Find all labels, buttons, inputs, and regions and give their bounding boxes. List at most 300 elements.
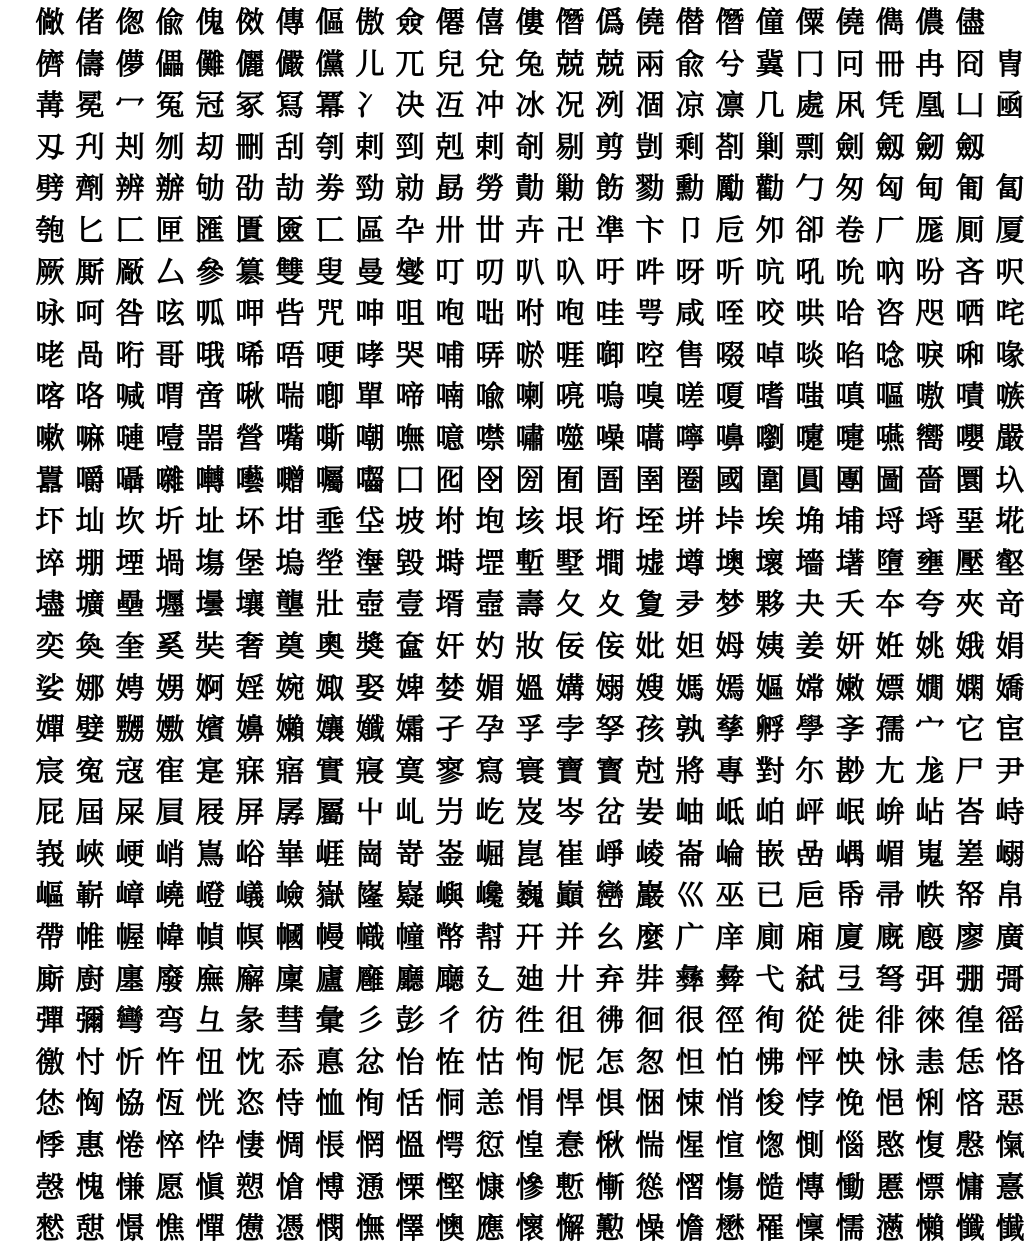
glyph-cell: 叨 xyxy=(475,254,505,289)
glyph-cell: 帙 xyxy=(915,878,945,913)
glyph-cell: 恷 xyxy=(35,1086,65,1121)
glyph-cell: 宀 xyxy=(915,712,945,747)
glyph-cell: 囂 xyxy=(35,462,65,497)
glyph-cell: 娥 xyxy=(955,628,985,663)
glyph-cell: 妍 xyxy=(835,628,865,663)
glyph-cell: 嚔 xyxy=(795,420,825,455)
glyph-cell: 寫 xyxy=(475,753,505,788)
glyph-cell: 妝 xyxy=(515,628,545,663)
glyph-cell: 冊 xyxy=(875,46,905,81)
glyph-cell: 勣 xyxy=(515,171,545,206)
glyph-cell: 厖 xyxy=(915,212,945,247)
glyph-cell: 嫣 xyxy=(715,670,745,705)
glyph-cell: 喃 xyxy=(435,379,465,414)
glyph-cell: 廰 xyxy=(435,961,465,996)
glyph-cell: 埔 xyxy=(835,504,865,539)
glyph-cell: 嚥 xyxy=(875,420,905,455)
glyph-cell: 愧 xyxy=(75,1169,105,1204)
glyph-cell: 偸 xyxy=(155,5,185,39)
glyph-cell: 簒 xyxy=(235,254,265,289)
glyph-cell: 卷 xyxy=(835,212,865,247)
glyph-cell: 勞 xyxy=(475,171,505,206)
glyph-cell: 惴 xyxy=(635,1128,665,1163)
glyph-cell: 徂 xyxy=(555,1003,585,1038)
glyph-cell: 寶 xyxy=(555,753,585,788)
glyph-cell: 兒 xyxy=(435,46,465,81)
glyph-cell: 乢 xyxy=(395,795,425,830)
glyph-cell: 垉 xyxy=(475,504,505,539)
glyph-cell: 咫 xyxy=(915,296,945,331)
glyph-row xyxy=(30,875,1025,916)
glyph-cell: 孀 xyxy=(395,712,425,747)
glyph-cell: 偬 xyxy=(115,5,145,39)
glyph-cell: 傲 xyxy=(355,5,385,39)
glyph-cell: 哺 xyxy=(435,337,465,372)
glyph-cell: 孱 xyxy=(275,795,305,830)
glyph-cell: 寞 xyxy=(395,753,425,788)
glyph-cell: 听 xyxy=(715,254,745,289)
glyph-cell: 呟 xyxy=(155,296,185,331)
glyph-cell: 彝 xyxy=(675,961,705,996)
glyph-cell: 嚶 xyxy=(955,420,985,455)
glyph-cell: 國 xyxy=(715,462,745,497)
glyph-cell: 寉 xyxy=(155,753,185,788)
glyph-cell: 哂 xyxy=(955,296,985,331)
glyph-cell: 壓 xyxy=(955,545,985,580)
glyph-cell: 僭 xyxy=(555,5,585,39)
glyph-row xyxy=(30,335,1025,376)
glyph-cell: 厮 xyxy=(75,254,105,289)
glyph-cell: 娟 xyxy=(995,628,1025,663)
glyph-cell: 慴 xyxy=(675,1169,705,1204)
glyph-cell: 僖 xyxy=(475,5,505,39)
glyph-cell: 罹 xyxy=(755,1211,785,1246)
glyph-cell: 庠 xyxy=(715,920,745,955)
glyph-cell: 愾 xyxy=(995,1128,1025,1163)
glyph-cell: 憮 xyxy=(355,1211,385,1246)
glyph-cell: 悧 xyxy=(915,1086,945,1121)
glyph-cell: 妛 xyxy=(635,795,665,830)
glyph-cell: 巖 xyxy=(635,878,665,913)
glyph-cell: 匚 xyxy=(115,212,145,247)
glyph-cell: 哘 xyxy=(115,337,145,372)
glyph-cell: 咀 xyxy=(395,296,425,331)
glyph-cell: 怙 xyxy=(475,1044,505,1079)
glyph-cell: 單 xyxy=(355,379,385,414)
glyph-cell: 彷 xyxy=(475,1003,505,1038)
glyph-cell: 懴 xyxy=(995,1211,1025,1246)
glyph-cell: 巍 xyxy=(515,878,545,913)
glyph-row xyxy=(30,1167,1025,1208)
glyph-cell: 囮 xyxy=(435,462,465,497)
glyph-cell: 夛 xyxy=(675,587,705,622)
glyph-cell: 屏 xyxy=(235,795,265,830)
glyph-cell: 奢 xyxy=(235,628,265,663)
glyph-cell: 嬖 xyxy=(75,712,105,747)
glyph-cell: 嗾 xyxy=(995,379,1025,414)
glyph-cell: 它 xyxy=(955,712,985,747)
glyph-cell: 咢 xyxy=(635,296,665,331)
glyph-cell: 嫂 xyxy=(635,670,665,705)
glyph-cell: 崘 xyxy=(715,836,745,871)
glyph-cell: 寢 xyxy=(355,753,385,788)
glyph-cell: 冑 xyxy=(995,46,1025,81)
glyph-cell: 恬 xyxy=(395,1086,425,1121)
glyph-cell: 竒 xyxy=(995,587,1025,622)
glyph-cell: 壽 xyxy=(515,587,545,622)
glyph-cell: 嶽 xyxy=(315,878,345,913)
glyph-cell: 塢 xyxy=(275,545,305,580)
glyph-cell: 帋 xyxy=(835,878,865,913)
glyph-cell: 憬 xyxy=(115,1211,145,1246)
glyph-cell: 唔 xyxy=(275,337,305,372)
glyph-cell: 懌 xyxy=(395,1211,425,1246)
glyph-cell: 慱 xyxy=(795,1169,825,1204)
glyph-cell: 埓 xyxy=(915,504,945,539)
glyph-cell: 徨 xyxy=(955,1003,985,1038)
glyph-cell: 匏 xyxy=(35,212,65,247)
glyph-cell: 儘 xyxy=(955,5,985,39)
glyph-cell: 嫩 xyxy=(835,670,865,705)
glyph-cell: 喩 xyxy=(475,379,505,414)
glyph-cell: 嶄 xyxy=(75,878,105,913)
glyph-cell: 區 xyxy=(355,212,385,247)
glyph-cell: 嗚 xyxy=(595,379,625,414)
glyph-cell: 匆 xyxy=(835,171,865,206)
glyph-cell: 孵 xyxy=(755,712,785,747)
glyph-cell: 堋 xyxy=(75,545,105,580)
glyph-cell: 哢 xyxy=(475,337,505,372)
glyph-cell: 儂 xyxy=(915,5,945,39)
glyph-cell: 厶 xyxy=(155,254,185,289)
glyph-cell: 奸 xyxy=(435,628,465,663)
glyph-cell: 壺 xyxy=(355,587,385,622)
glyph-cell: 媽 xyxy=(675,670,705,705)
glyph-cell: 哇 xyxy=(595,296,625,331)
glyph-cell: 懆 xyxy=(635,1211,665,1246)
glyph-cell: 孅 xyxy=(355,712,385,747)
glyph-cell: 劈 xyxy=(35,171,65,206)
glyph-cell: 崛 xyxy=(475,836,505,871)
glyph-cell: 廣 xyxy=(995,920,1025,955)
glyph-cell: 剌 xyxy=(475,129,505,164)
glyph-cell: 僂 xyxy=(515,5,545,39)
glyph-cell: 啝 xyxy=(955,337,985,372)
glyph-cell: 厠 xyxy=(955,212,985,247)
glyph-cell: 嶬 xyxy=(235,878,265,913)
glyph-cell: 圻 xyxy=(155,504,185,539)
glyph-cell: 巫 xyxy=(715,878,745,913)
glyph-cell: 冕 xyxy=(75,88,105,123)
glyph-cell: 劑 xyxy=(75,171,105,206)
glyph-cell: 夸 xyxy=(915,587,945,622)
glyph-cell: 愍 xyxy=(875,1128,905,1163)
glyph-cell: 冀 xyxy=(755,46,785,81)
glyph-cell: 辨 xyxy=(115,171,145,206)
glyph-cell: 廱 xyxy=(355,961,385,996)
glyph-cell: 喀 xyxy=(35,379,65,414)
glyph-cell: 劵 xyxy=(315,171,345,206)
glyph-cell: 屆 xyxy=(75,795,105,830)
glyph-cell: 剳 xyxy=(715,129,745,164)
glyph-cell: 僊 xyxy=(435,5,465,39)
glyph-cell: 垳 xyxy=(595,504,625,539)
glyph-cell: 怕 xyxy=(715,1044,745,1079)
glyph-cell: 廾 xyxy=(555,961,585,996)
glyph-cell: 嘯 xyxy=(515,420,545,455)
glyph-cell: 專 xyxy=(715,753,745,788)
glyph-cell: 丗 xyxy=(475,212,505,247)
glyph-cell: 很 xyxy=(675,1003,705,1038)
glyph-cell: 僣 xyxy=(675,5,705,39)
glyph-row xyxy=(30,1125,1025,1166)
glyph-cell: 呱 xyxy=(195,296,225,331)
glyph-cell: 婢 xyxy=(395,670,425,705)
glyph-cell: 怎 xyxy=(595,1044,625,1079)
glyph-cell: 圖 xyxy=(875,462,905,497)
glyph-cell: 凵 xyxy=(955,88,985,123)
glyph-cell: 卞 xyxy=(635,212,665,247)
glyph-row xyxy=(30,1208,1025,1249)
glyph-cell: 愽 xyxy=(315,1169,345,1204)
glyph-cell: 怦 xyxy=(795,1044,825,1079)
glyph-cell: 刎 xyxy=(155,129,185,164)
glyph-cell: 凾 xyxy=(995,88,1025,123)
glyph-cell: 屶 xyxy=(435,795,465,830)
glyph-cell: 宦 xyxy=(995,712,1025,747)
glyph-cell: 啖 xyxy=(795,337,825,372)
glyph-cell: 呀 xyxy=(675,254,705,289)
glyph-cell: 悃 xyxy=(635,1086,665,1121)
glyph-cell: 唸 xyxy=(875,337,905,372)
glyph-cell: 囿 xyxy=(555,462,585,497)
glyph-cell: 恫 xyxy=(435,1086,465,1121)
glyph-cell: 尅 xyxy=(635,753,665,788)
glyph-cell: 徠 xyxy=(915,1003,945,1038)
glyph-cell: 劭 xyxy=(235,171,265,206)
glyph-cell: 咨 xyxy=(875,296,905,331)
glyph-cell: 墻 xyxy=(795,545,825,580)
glyph-cell: 飭 xyxy=(595,171,625,206)
glyph-cell: 悸 xyxy=(35,1128,65,1163)
glyph-cell: 恣 xyxy=(235,1086,265,1121)
glyph-cell: 姜 xyxy=(795,628,825,663)
glyph-cell: 匯 xyxy=(195,212,225,247)
glyph-cell: 凉 xyxy=(675,88,705,123)
glyph-cell: 婪 xyxy=(435,670,465,705)
glyph-cell: 娶 xyxy=(355,670,385,705)
glyph-cell: 慟 xyxy=(835,1169,865,1204)
glyph-cell: 惷 xyxy=(555,1128,585,1163)
glyph-cell: 懦 xyxy=(835,1211,865,1246)
glyph-cell: 壜 xyxy=(195,587,225,622)
glyph-cell: 徃 xyxy=(515,1003,545,1038)
glyph-cell: 夭 xyxy=(835,587,865,622)
glyph-cell: 惓 xyxy=(115,1128,145,1163)
glyph-row xyxy=(30,543,1025,584)
glyph-cell: 懍 xyxy=(795,1211,825,1246)
glyph-cell: 尹 xyxy=(995,753,1025,788)
glyph-cell: 妲 xyxy=(675,628,705,663)
glyph-cell: 嶮 xyxy=(275,878,305,913)
glyph-cell: 寇 xyxy=(115,753,145,788)
glyph-cell: 兩 xyxy=(635,46,665,81)
glyph-cell: 卍 xyxy=(555,212,585,247)
glyph-cell: 嘸 xyxy=(395,420,425,455)
glyph-cell: 兪 xyxy=(675,46,705,81)
glyph-cell: 弃 xyxy=(595,961,625,996)
glyph-cell: 壼 xyxy=(475,587,505,622)
glyph-cell: 嫖 xyxy=(875,670,905,705)
glyph-row xyxy=(30,917,1025,958)
glyph-cell: 吶 xyxy=(875,254,905,289)
glyph-cell: 彭 xyxy=(395,1003,425,1038)
glyph-cell: 岷 xyxy=(835,795,865,830)
glyph-cell: 嵎 xyxy=(835,836,865,871)
glyph-cell: 嘶 xyxy=(315,420,345,455)
glyph-cell: 兀 xyxy=(395,46,425,81)
glyph-cell: 峇 xyxy=(955,795,985,830)
glyph-cell: 慂 xyxy=(355,1169,385,1204)
glyph-row xyxy=(30,709,1025,750)
glyph-cell: 凅 xyxy=(635,88,665,123)
glyph-cell: 并 xyxy=(555,920,585,955)
glyph-cell: 團 xyxy=(835,462,865,497)
glyph-cell: 彳 xyxy=(435,1003,465,1038)
glyph-cell: 墺 xyxy=(715,545,745,580)
glyph-cell: 塒 xyxy=(435,545,465,580)
glyph-cell: 姨 xyxy=(755,628,785,663)
glyph-cell: 喙 xyxy=(995,337,1025,372)
glyph-cell: 寥 xyxy=(435,753,465,788)
glyph-cell: 咯 xyxy=(75,379,105,414)
glyph-cell: 恚 xyxy=(915,1044,945,1079)
glyph-cell: 侫 xyxy=(595,628,625,663)
glyph-cell: 嶐 xyxy=(355,878,385,913)
glyph-cell: 冏 xyxy=(955,46,985,81)
glyph-cell: 峅 xyxy=(875,795,905,830)
glyph-cell: 恠 xyxy=(435,1044,465,1079)
glyph-cell: 岾 xyxy=(915,795,945,830)
glyph-cell: 怡 xyxy=(395,1044,425,1079)
glyph-cell: 塋 xyxy=(315,545,345,580)
glyph-cell: 壹 xyxy=(395,587,425,622)
glyph-cell: 屁 xyxy=(35,795,65,830)
glyph-cell: 嚀 xyxy=(675,420,705,455)
glyph-cell: 弸 xyxy=(955,961,985,996)
glyph-cell: 哥 xyxy=(155,337,185,372)
glyph-row xyxy=(30,959,1025,1000)
glyph-cell: 嬋 xyxy=(35,712,65,747)
glyph-cell: 叮 xyxy=(435,254,465,289)
glyph-cell: 塰 xyxy=(355,545,385,580)
glyph-cell: 幔 xyxy=(315,920,345,955)
glyph-cell: 喨 xyxy=(555,379,585,414)
glyph-cell: 孚 xyxy=(515,712,545,747)
glyph-cell: 僉 xyxy=(395,5,425,39)
glyph-cell: 懷 xyxy=(515,1211,545,1246)
glyph-cell: 悁 xyxy=(515,1086,545,1121)
glyph-cell: 坎 xyxy=(115,504,145,539)
glyph-cell: 憺 xyxy=(675,1211,705,1246)
glyph-cell: 愬 xyxy=(235,1169,265,1204)
glyph-cell: 嗄 xyxy=(715,379,745,414)
glyph-cell: 咒 xyxy=(315,296,345,331)
glyph-cell: 悴 xyxy=(155,1128,185,1163)
kanji-character-sheet xyxy=(30,2,1025,1246)
glyph-cell: 慵 xyxy=(955,1169,985,1204)
glyph-cell: 峭 xyxy=(155,836,185,871)
glyph-cell: 勁 xyxy=(355,171,385,206)
glyph-cell: 傚 xyxy=(235,5,265,39)
glyph-cell: 弭 xyxy=(915,961,945,996)
glyph-cell: 彖 xyxy=(235,1003,265,1038)
glyph-cell: 懈 xyxy=(555,1211,585,1246)
glyph-cell: 呻 xyxy=(355,296,385,331)
glyph-cell: 剿 xyxy=(755,129,785,164)
glyph-cell: 廖 xyxy=(955,920,985,955)
glyph-cell: 嫻 xyxy=(955,670,985,705)
glyph-cell: 悚 xyxy=(675,1086,705,1121)
glyph-cell: 啗 xyxy=(835,337,865,372)
glyph-cell: 墸 xyxy=(835,545,865,580)
glyph-cell: 冠 xyxy=(195,88,225,123)
glyph-cell: 崚 xyxy=(635,836,665,871)
glyph-cell: 喇 xyxy=(515,379,545,414)
glyph-cell: 愴 xyxy=(275,1169,305,1204)
glyph-cell: 冰 xyxy=(515,88,545,123)
glyph-cell: 埣 xyxy=(35,545,65,580)
glyph-cell: 尨 xyxy=(915,753,945,788)
glyph-cell: 惶 xyxy=(515,1128,545,1163)
glyph-cell: 坩 xyxy=(275,504,305,539)
glyph-cell: 囀 xyxy=(195,462,225,497)
glyph-cell: 吮 xyxy=(835,254,865,289)
glyph-cell: 懺 xyxy=(955,1211,985,1246)
glyph-cell: 姚 xyxy=(915,628,945,663)
glyph-cell: 僮 xyxy=(755,5,785,39)
glyph-cell: 愀 xyxy=(595,1128,625,1163)
glyph-cell: 劬 xyxy=(195,171,225,206)
glyph-cell: 圈 xyxy=(675,462,705,497)
glyph-cell: 惡 xyxy=(995,1086,1025,1121)
glyph-cell: 咄 xyxy=(475,296,505,331)
glyph-cell: 恆 xyxy=(155,1086,185,1121)
glyph-cell: 劒 xyxy=(915,129,945,164)
glyph-cell: 懶 xyxy=(915,1211,945,1246)
glyph-cell: 僳 xyxy=(795,5,825,39)
glyph-cell: 營 xyxy=(235,420,265,455)
glyph-cell: 帚 xyxy=(875,878,905,913)
glyph-cell: 呷 xyxy=(235,296,265,331)
glyph-cell: 娑 xyxy=(35,670,65,705)
glyph-cell: 囓 xyxy=(355,462,385,497)
glyph-cell: 勗 xyxy=(435,171,465,206)
glyph-cell: 廬 xyxy=(315,961,345,996)
glyph-cell: 岔 xyxy=(595,795,625,830)
glyph-cell: 冂 xyxy=(795,46,825,81)
glyph-cell: 崙 xyxy=(675,836,705,871)
glyph-cell: 勸 xyxy=(755,171,785,206)
glyph-cell: 慘 xyxy=(515,1169,545,1204)
glyph-cell: 噎 xyxy=(155,420,185,455)
glyph-cell: 勹 xyxy=(795,171,825,206)
glyph-cell: 刧 xyxy=(195,129,225,164)
glyph-cell: 堽 xyxy=(475,545,505,580)
glyph-cell: 實 xyxy=(315,753,345,788)
glyph-cell: 奩 xyxy=(395,628,425,663)
glyph-cell: 嚮 xyxy=(915,420,945,455)
